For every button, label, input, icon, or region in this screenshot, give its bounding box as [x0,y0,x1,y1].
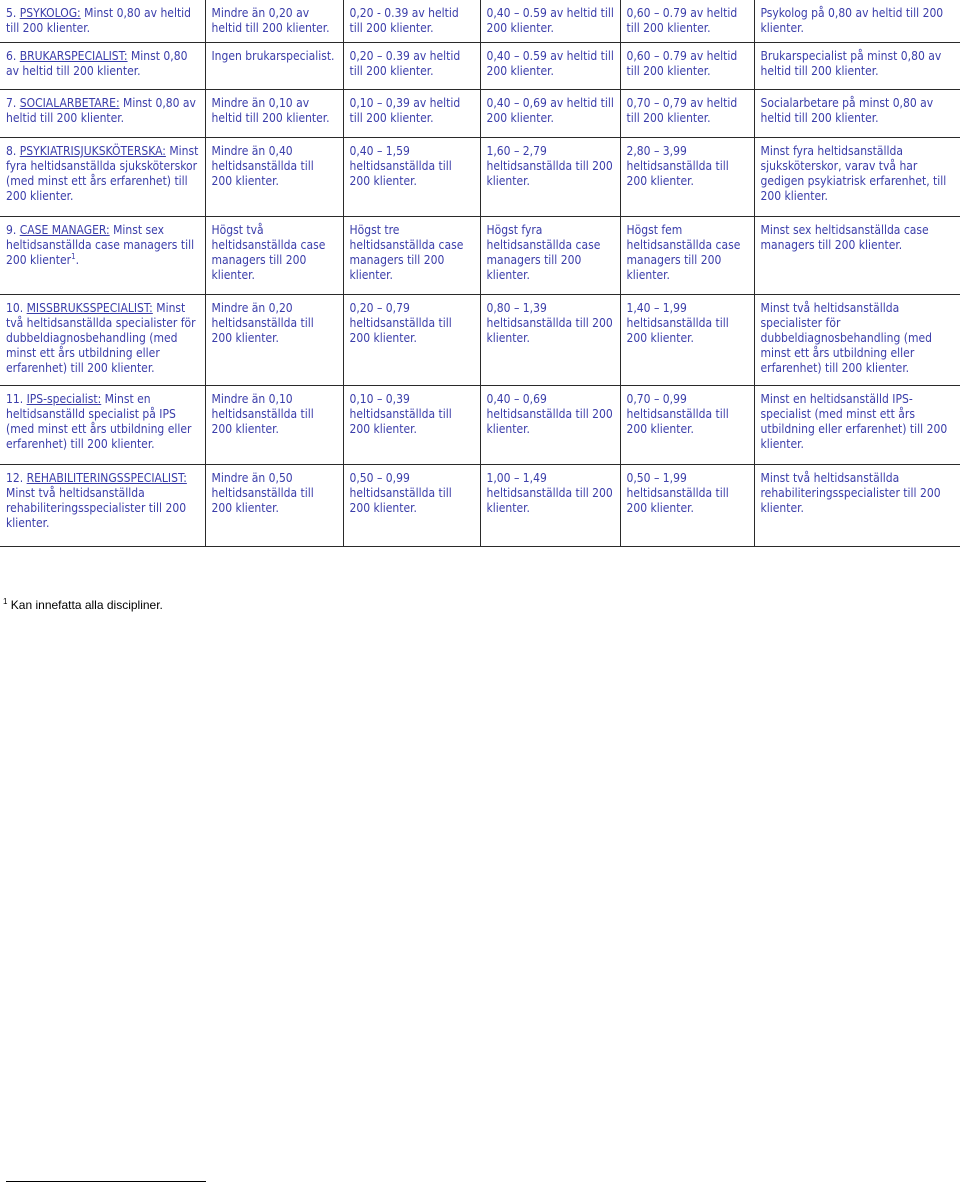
score-cell-1 [205,90,343,138]
row-number: 10. [6,301,24,315]
role-name: REHABILITERINGSSPECIALIST: [26,471,187,485]
score-cell-4 [620,465,754,547]
score-text: Psykolog på 0,80 av heltid till 200 klienter. [760,6,944,35]
row-number: 11. [6,392,24,406]
score-cell-1 [205,43,343,90]
score-cell-4 [620,43,754,90]
score-text: Mindre än 0,50 heltidsanställda till 200 klienter. [211,471,314,515]
document-page [0,0,960,547]
score-text: 0,50 – 1,99 heltidsanställda till 200 klienter. [626,471,729,515]
score-cell-5 [754,386,960,465]
score-text: Brukarspecialist på minst 0,80 av heltid till 200 klienter. [760,49,942,78]
score-text: 0,60 – 0.79 av heltid till 200 klienter. [626,49,738,78]
row-number: 8. [6,144,17,158]
role-requirement: Minst en heltidsanställd specialist på IPS (med minst ett års utbildning eller erfarenhet) till 200 klienter. [6,392,192,451]
role-requirement: Minst 0,80 av heltid till 200 klienter. [6,49,188,78]
table-row [0,43,960,90]
score-cell-4 [620,0,754,43]
score-text: 0,40 – 0,69 av heltid till 200 klienter. [486,96,614,125]
row-number: 12. [6,471,24,485]
score-text: Högst fem heltidsanställda case managers till 200 klienter. [626,223,741,282]
score-cell-2 [343,295,480,386]
role-name: MISSBRUKSSPECIALIST: [26,301,153,315]
score-text: 1,40 – 1,99 heltidsanställda till 200 klienter. [626,301,729,345]
score-cell-4 [620,386,754,465]
criterion-cell [0,43,205,90]
score-cell-5 [754,90,960,138]
score-text: Högst fyra heltidsanställda case managers till 200 klienter. [486,223,601,282]
row-number: 6. [6,49,17,63]
score-cell-2 [343,217,480,295]
score-text: Högst två heltidsanställda case managers till 200 klienter. [211,223,326,282]
score-text: Minst fyra heltidsanställda sjuksköterskor, varav två har gedigen psykiatrisk erfarenhet, till 200 klienter. [760,144,947,203]
score-cell-5 [754,465,960,547]
score-cell-3 [480,295,620,386]
score-cell-4 [620,138,754,217]
score-text: 0,10 – 0,39 av heltid till 200 klienter. [349,96,461,125]
score-cell-5 [754,138,960,217]
score-cell-5 [754,43,960,90]
score-text: 2,80 – 3,99 heltidsanställda till 200 klienter. [626,144,729,188]
score-cell-1 [205,0,343,43]
score-cell-5 [754,295,960,386]
fidelity-scale-table [0,0,960,547]
criterion-cell [0,386,205,465]
footnote-text [3,598,163,612]
table-row [0,90,960,138]
footnote-ref: 1 [71,252,76,261]
score-text: 0,70 – 0,99 heltidsanställda till 200 klienter. [626,392,729,436]
row-number: 5. [6,6,17,20]
score-text: 1,00 – 1,49 heltidsanställda till 200 klienter. [486,471,613,515]
score-cell-5 [754,0,960,43]
score-text: 0,20 – 0.39 av heltid till 200 klienter. [349,49,461,78]
role-requirement: Minst fyra heltidsanställda sjuksköterskor (med minst ett års erfarenhet) till 200 klienter. [6,144,199,203]
score-cell-4 [620,217,754,295]
role-requirement: Minst två heltidsanställda rehabiliteringsspecialister till 200 klienter. [6,486,187,530]
table-row [0,295,960,386]
score-cell-3 [480,465,620,547]
table-row [0,0,960,43]
score-cell-3 [480,90,620,138]
score-text: Minst en heltidsanställd IPS-specialist (med minst ett års utbildning eller erfarenhet) till 200 klienter. [760,392,948,451]
criterion-cell [0,217,205,295]
role-name: PSYKOLOG: [19,6,81,20]
score-cell-1 [205,138,343,217]
score-cell-3 [480,0,620,43]
score-text: Mindre än 0,40 heltidsanställda till 200 klienter. [211,144,314,188]
score-cell-1 [205,386,343,465]
score-cell-1 [205,295,343,386]
score-cell-2 [343,43,480,90]
criterion-cell [0,465,205,547]
score-cell-3 [480,138,620,217]
score-text: Högst tre heltidsanställda case managers till 200 klienter. [349,223,464,282]
criterion-cell [0,0,205,43]
role-name: CASE MANAGER: [19,223,110,237]
score-text: Minst två heltidsanställda specialister för dubbeldiagnosbehandling (med minst ett års utbildning eller erfarenhet) till 200 klienter. [760,301,932,375]
requirement-suffix: . [75,253,80,267]
criterion-cell [0,90,205,138]
score-text: Mindre än 0,20 av heltid till 200 klienter. [211,6,330,35]
score-text: Socialarbetare på minst 0,80 av heltid till 200 klienter. [760,96,934,125]
score-text: 1,60 – 2,79 heltidsanställda till 200 klienter. [486,144,613,188]
score-text: 0,40 – 0,69 heltidsanställda till 200 klienter. [486,392,613,436]
score-cell-5 [754,217,960,295]
score-cell-3 [480,386,620,465]
score-cell-4 [620,295,754,386]
score-text: 0,40 – 0.59 av heltid till 200 klienter. [486,6,614,35]
footnote-body: Kan innefatta alla discipliner. [7,598,163,612]
score-text: 0,40 – 1,59 heltidsanställda till 200 klienter. [349,144,452,188]
score-text: 0,80 – 1,39 heltidsanställda till 200 klienter. [486,301,613,345]
table-row [0,386,960,465]
score-text: Ingen brukarspecialist. [211,49,335,63]
score-cell-1 [205,465,343,547]
score-text: Minst två heltidsanställda rehabiliteringsspecialister till 200 klienter. [760,471,941,515]
role-name: PSYKIATRISJUKSKÖTERSKA: [19,144,166,158]
table-row [0,138,960,217]
row-number: 7. [6,96,17,110]
score-cell-3 [480,217,620,295]
score-cell-2 [343,90,480,138]
role-requirement: Minst sex heltidsanställda case managers till 200 klienter [6,223,195,267]
score-text: Minst sex heltidsanställda case managers till 200 klienter. [760,223,929,252]
score-text: 0,60 – 0.79 av heltid till 200 klienter. [626,6,738,35]
role-name: BRUKARSPECIALIST: [19,49,128,63]
score-text: 0,40 – 0.59 av heltid till 200 klienter. [486,49,614,78]
score-text: 0,20 – 0,79 heltidsanställda till 200 klienter. [349,301,452,345]
score-cell-1 [205,217,343,295]
score-cell-2 [343,0,480,43]
score-cell-2 [343,386,480,465]
role-name: IPS-specialist: [26,392,102,406]
role-requirement: Minst 0,80 av heltid till 200 klienter. [6,6,192,35]
score-text: 0,10 – 0,39 heltidsanställda till 200 klienter. [349,392,452,436]
score-cell-2 [343,465,480,547]
role-requirement: Minst två heltidsanställda specialister för dubbeldiagnosbehandling (med minst ett års utbildning eller erfarenhet) till 200 klienter. [6,301,196,375]
criterion-cell [0,295,205,386]
table-row [0,465,960,547]
table-row [0,217,960,295]
row-number: 9. [6,223,17,237]
score-text: 0,50 – 0,99 heltidsanställda till 200 klienter. [349,471,452,515]
footnote-marker: 1 [3,597,8,606]
score-text: Mindre än 0,10 heltidsanställda till 200 klienter. [211,392,314,436]
score-text: Mindre än 0,20 heltidsanställda till 200 klienter. [211,301,314,345]
role-name: SOCIALARBETARE: [19,96,120,110]
score-text: Mindre än 0,10 av heltid till 200 klienter. [211,96,330,125]
score-text: 0,70 – 0,79 av heltid till 200 klienter. [626,96,738,125]
role-requirement: Minst 0,80 av heltid till 200 klienter. [6,96,196,125]
score-cell-4 [620,90,754,138]
table-body [0,0,960,547]
score-text: 0,20 - 0.39 av heltid till 200 klienter. [349,6,459,35]
score-cell-3 [480,43,620,90]
criterion-cell [0,138,205,217]
score-cell-2 [343,138,480,217]
